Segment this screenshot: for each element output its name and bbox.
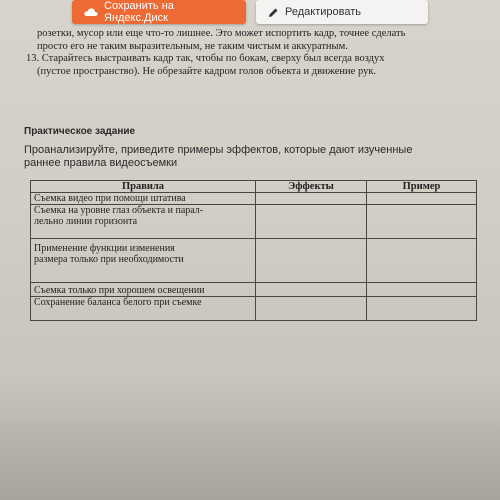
table-header-row xyxy=(31,181,477,193)
table-row xyxy=(31,239,477,283)
rules-table xyxy=(30,180,477,321)
pencil-icon xyxy=(268,7,279,18)
example-cell[interactable] xyxy=(367,283,477,297)
toolbar xyxy=(0,0,500,26)
example-cell[interactable] xyxy=(367,205,477,239)
rule-cell: Сохранение баланса белого при съемке xyxy=(31,297,256,321)
task-description xyxy=(24,144,454,170)
example-cell[interactable] xyxy=(367,193,477,205)
table-row xyxy=(31,283,477,297)
rule-cell: Применение функции изменения размера только при необходимости xyxy=(31,239,256,283)
text-line: 13. Старайтесь выстраивать кадр так, чтобы по бокам, сверху был всегда воздух xyxy=(26,53,385,64)
effect-cell[interactable] xyxy=(256,205,367,239)
rule-cell: Съемка видео при помощи штатива xyxy=(31,193,256,205)
edit-button[interactable] xyxy=(256,0,428,24)
photo-shadow xyxy=(0,380,500,500)
example-cell[interactable] xyxy=(367,297,477,321)
task-line: Проанализируйте, приведите примеры эффектов, которые дают изученные xyxy=(24,144,413,156)
effect-cell[interactable] xyxy=(256,239,367,283)
table-row xyxy=(31,297,477,321)
example-cell[interactable] xyxy=(367,239,477,283)
text-line: розетки, мусор или еще что-то лишнее. Это может испортить кадр, точнее сделать xyxy=(37,28,406,39)
table-row xyxy=(31,193,477,205)
task-line: раннее правила видеосъемки xyxy=(24,157,178,169)
rule-cell: Съемка только при хорошем освещении xyxy=(31,283,256,297)
header-example: Пример xyxy=(367,181,477,193)
text-line: (пустое пространство). Не обрезайте кадром голов объекта и движение рук. xyxy=(37,65,377,77)
effect-cell[interactable] xyxy=(256,193,367,205)
header-effects: Эффекты xyxy=(256,181,367,193)
upload-cloud-icon xyxy=(84,7,98,17)
rule-cell: Съемка на уровне глаз объекта и парал- лельно линии горизонта xyxy=(31,205,256,239)
effect-cell[interactable] xyxy=(256,283,367,297)
section-title: Практическое задание xyxy=(24,126,136,137)
text-line: просто его не таким выразительным, не таким чистым и аккуратным. xyxy=(37,40,348,52)
save-button-label: Сохранить на Яндекс.Диск xyxy=(104,0,174,24)
effect-cell[interactable] xyxy=(256,297,367,321)
edit-button-label: Редактировать xyxy=(285,6,361,18)
table-row xyxy=(31,205,477,239)
save-to-yandex-disk-button[interactable] xyxy=(72,0,246,24)
previous-instructions xyxy=(26,28,486,78)
header-rules: Правила xyxy=(31,181,256,193)
